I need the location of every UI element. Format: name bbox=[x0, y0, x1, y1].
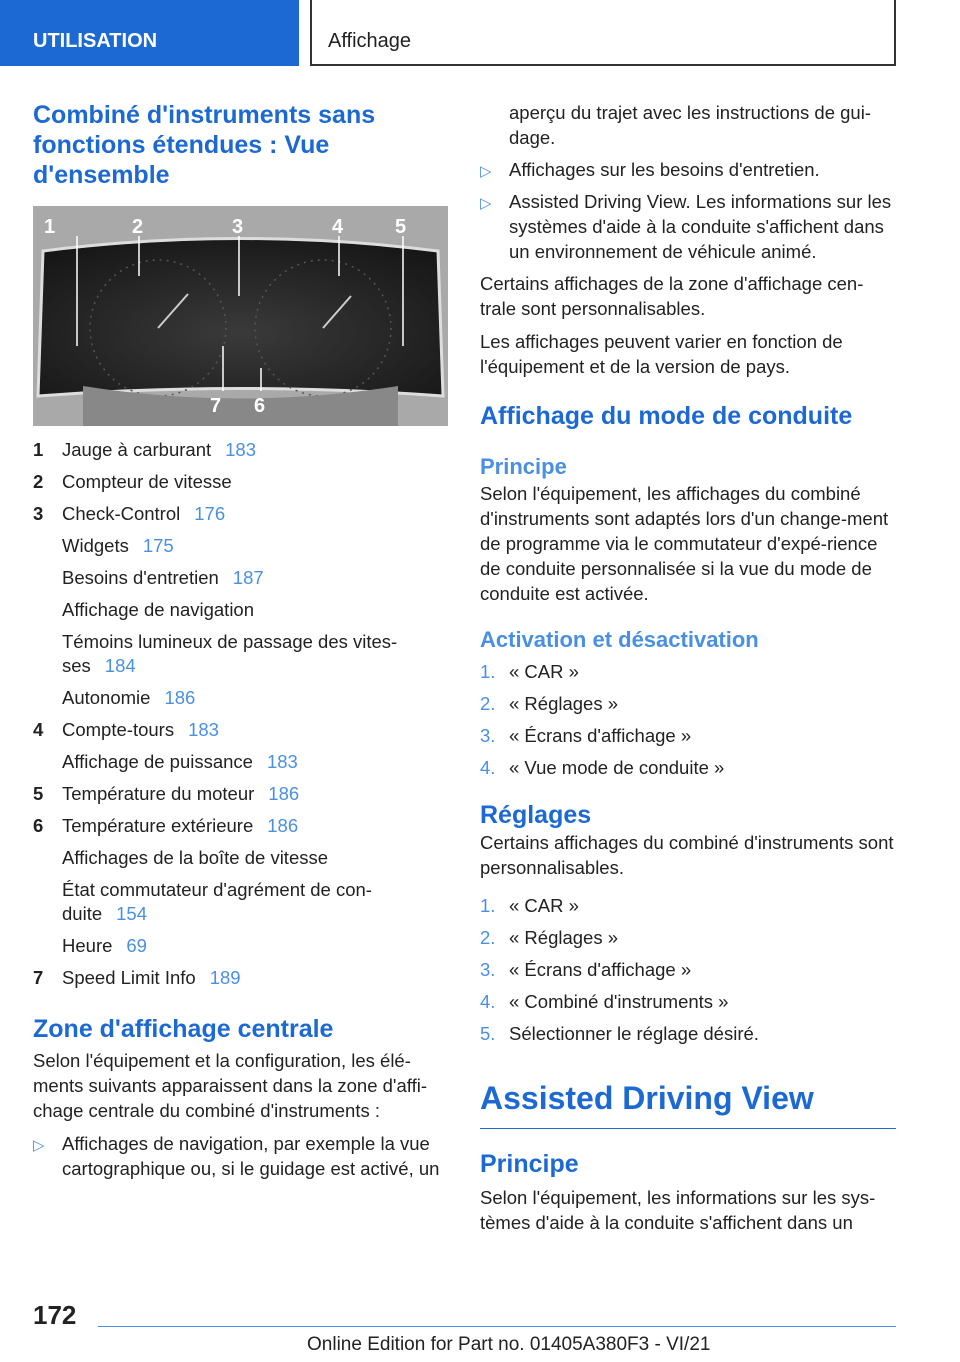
right-column bbox=[480, 100, 896, 1235]
callout-1: 1 bbox=[44, 216, 56, 238]
zone-bullets-cont bbox=[480, 157, 896, 264]
callout-2: 2 bbox=[132, 216, 144, 238]
adv-body: Selon l'équipement, les informations sur les sys-tèmes d'aide à la conduite s'affichent dans un bbox=[480, 1187, 876, 1233]
edition-text: Online Edition for Part no. 01405A380F3 - VI/21 bbox=[307, 1334, 711, 1355]
list-item: 1. « CAR » bbox=[480, 661, 579, 682]
legend-item: 5 Température du moteur 186 bbox=[33, 783, 300, 804]
list-item: ▷ Affichages de navigation, par exemple la vue cartographique ou, si le guidage est activé, un bbox=[33, 1133, 440, 1179]
list-item: 4. « Vue mode de conduite » bbox=[480, 757, 725, 778]
legend-item: 7 Speed Limit Info 189 bbox=[33, 967, 241, 988]
page-link[interactable]: 175 bbox=[142, 535, 174, 556]
zone-bullets bbox=[33, 1131, 448, 1181]
legend-item: Affichages de la boîte de vitesse bbox=[62, 847, 329, 868]
legend-item: Affichage de navigation bbox=[62, 599, 255, 620]
page-link[interactable]: 187 bbox=[232, 567, 264, 588]
overview-title: Combiné d'instruments sans fonctions étendues : Vue d'ensemble bbox=[33, 101, 376, 189]
list-item: 2. « Réglages » bbox=[480, 693, 619, 714]
reglages-body: Certains affichages du combiné d'instruments sont personnalisables. bbox=[480, 832, 894, 878]
list-item: 3. « Écrans d'affichage » bbox=[480, 959, 692, 980]
legend-item: Affichage de puissance 183 bbox=[62, 751, 298, 772]
callout-5: 5 bbox=[395, 216, 407, 238]
principe-title: Principe bbox=[480, 454, 567, 479]
list-item: 3. « Écrans d'affichage » bbox=[480, 725, 692, 746]
callout-3: 3 bbox=[232, 216, 244, 238]
page-number: 172 bbox=[33, 1300, 77, 1330]
paragraph: Certains affichages de la zone d'affichage cen-trale sont personnalisables. bbox=[480, 273, 864, 319]
list-item: ▷ Assisted Driving View. Les informations sur les systèmes d'aide à la conduite s'affichent dans un environnement de véhicule animé. bbox=[480, 191, 892, 262]
legend-item: Autonomie 186 bbox=[62, 687, 196, 708]
legend-item: 1 Jauge à carburant 183 bbox=[33, 439, 257, 460]
zone-body: Selon l'équipement et la configuration, les élé-ments suivants apparaissent dans la zone d'affi-chage centrale du combiné d'instruments : bbox=[33, 1050, 427, 1121]
page-link[interactable]: 186 bbox=[164, 687, 196, 708]
triangle-bullet-icon: ▷ bbox=[480, 195, 492, 212]
activation-title: Activation et désactivation bbox=[480, 627, 759, 652]
zone-title: Zone d'affichage centrale bbox=[33, 1015, 334, 1043]
legend-item: Heure 69 bbox=[62, 935, 147, 956]
list-item: 1. « CAR » bbox=[480, 895, 579, 916]
callout-4: 4 bbox=[332, 216, 344, 238]
legend-item: 4 Compte-tours 183 bbox=[33, 719, 219, 740]
callout-6: 6 bbox=[254, 395, 266, 417]
page-header bbox=[0, 0, 960, 66]
list-item: 2. « Réglages » bbox=[480, 927, 619, 948]
page-link[interactable]: 183 bbox=[188, 719, 219, 740]
page-link[interactable]: 176 bbox=[194, 503, 226, 524]
mode-title: Affichage du mode de conduite bbox=[480, 402, 853, 430]
page-link[interactable]: 184 bbox=[104, 655, 136, 676]
callout-7: 7 bbox=[210, 395, 222, 417]
instrument-cluster-figure bbox=[33, 206, 448, 426]
activation-steps bbox=[480, 660, 896, 780]
adv-title: Assisted Driving View bbox=[480, 1078, 896, 1129]
page-link[interactable]: 69 bbox=[126, 935, 147, 956]
page-link[interactable]: 186 bbox=[267, 815, 299, 836]
page-link[interactable]: 183 bbox=[225, 439, 257, 460]
paragraph: Les affichages peuvent varier en fonction de l'équipement et de la version de pays. bbox=[480, 331, 843, 377]
legend-item: Widgets 175 bbox=[62, 535, 174, 556]
legend-item: 3 Check-Control 176 bbox=[33, 503, 226, 524]
list-item: 4. « Combiné d'instruments » bbox=[480, 991, 729, 1012]
figure-legend bbox=[33, 438, 448, 990]
legend-item: 2 Compteur de vitesse bbox=[33, 471, 232, 492]
triangle-bullet-icon: ▷ bbox=[33, 1137, 45, 1154]
legend-item: Besoins d'entretien 187 bbox=[62, 567, 264, 588]
chapter-title: Affichage bbox=[310, 0, 896, 66]
footer-divider bbox=[98, 1326, 896, 1327]
legend-item: État commutateur d'agrément de con-duite 154 bbox=[62, 879, 372, 924]
legend-item: 6 Température extérieure 186 bbox=[33, 815, 299, 836]
adv-principe-title: Principe bbox=[480, 1150, 579, 1178]
list-item: 5. Sélectionner le réglage désiré. bbox=[480, 1023, 759, 1044]
reglages-steps bbox=[480, 894, 896, 1046]
list-item: ▷ Affichages sur les besoins d'entretien. bbox=[480, 157, 896, 182]
reglages-title: Réglages bbox=[480, 801, 592, 829]
triangle-bullet-icon: ▷ bbox=[480, 163, 492, 180]
page-link[interactable]: 186 bbox=[268, 783, 300, 804]
left-column bbox=[33, 100, 448, 1188]
page-link[interactable]: 183 bbox=[266, 751, 298, 772]
legend-item: Témoins lumineux de passage des vites-ses 184 bbox=[62, 631, 398, 676]
section-tab[interactable]: UTILISATION bbox=[0, 0, 299, 66]
page-link[interactable]: 154 bbox=[116, 903, 147, 924]
page-link[interactable]: 189 bbox=[209, 967, 241, 988]
principe-body: Selon l'équipement, les affichages du combiné d'instruments sont adaptés lors d'un change-ment de programme via le commutateur d'expé-rience de conduite personnalisée si la vue du mode de conduite est activée. bbox=[480, 483, 889, 604]
bullet-continuation: aperçu du trajet avec les instructions de gui-dage. bbox=[509, 102, 871, 148]
